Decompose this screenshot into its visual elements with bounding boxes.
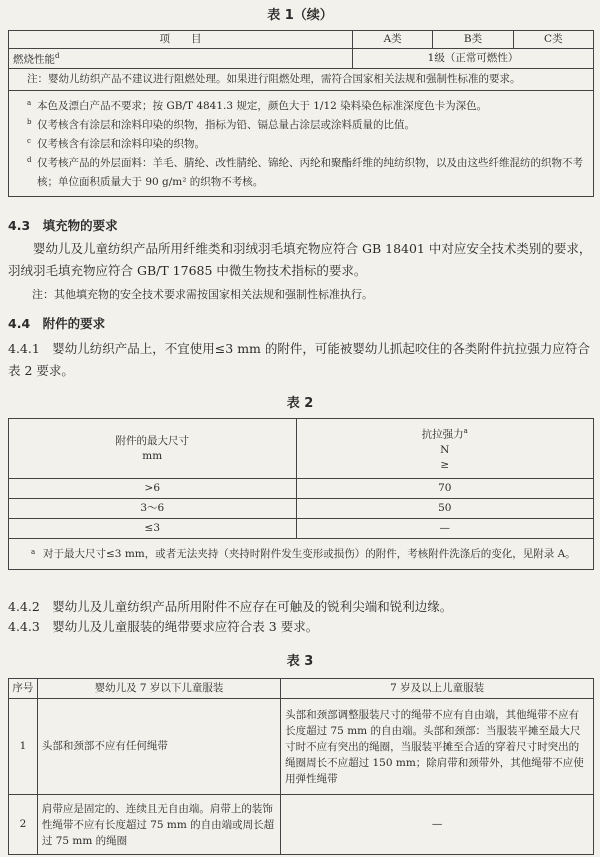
- table1-header-c: C类: [513, 31, 593, 49]
- table2: [8, 418, 594, 570]
- table1-note: 注：婴幼儿纺织产品不建议进行阻燃处理。如果进行阻燃处理，需符合国家相关法规和强制性标准的要求。: [9, 68, 594, 90]
- table1-header-a: A类: [352, 31, 432, 49]
- table3-row-old: —: [281, 795, 594, 855]
- table1: [8, 30, 594, 197]
- section-4-3-paragraph: 婴幼儿及儿童纺织产品所用纤维类和羽绒羽毛填充物应符合 GB 18401 中对应安全技术类别的要求，羽绒羽毛填充物应符合 GB/T 17685 中微生物技术指标的要求。: [8, 241, 592, 278]
- table1-footnotes: [9, 90, 594, 196]
- table3-row-young: 头部和颈部不应有任何绳带: [37, 699, 280, 795]
- table1-footnote-d: d 仅考核产品的外层面料：羊毛、腈纶、改性腈纶、锦纶、丙纶和聚酯纤维的纯纺织物，以及由这些纤维混纺的织物不考核；单位面积质量大于 90 g/m² 的织物不考核。: [27, 155, 583, 188]
- section-4-4-heading: 4.4 附件的要求: [8, 316, 106, 331]
- table1-row-value: 1级（正常可燃性）: [352, 49, 593, 69]
- table2-row-size: ≤3: [9, 519, 297, 539]
- table1-footnote-c: c 仅考核含有涂层和涂料印染的织物。: [27, 136, 205, 150]
- table3-title: 表 3: [286, 654, 314, 669]
- table3-header-no: 序号: [9, 679, 38, 699]
- table2-row-size: 3～6: [9, 499, 297, 519]
- table3-header-young: 婴幼儿及 7 岁以下儿童服装: [37, 679, 280, 699]
- table2-title: 表 2: [286, 396, 314, 411]
- table1-footnote-b: b 仅考核含有涂层和涂料印染的织物，指标为铅、镉总量占涂层或涂料质量的比值。: [27, 117, 415, 131]
- section-4-4-2: 4.4.2 婴幼儿及儿童纺织产品所用附件不应存在可触及的锐利尖端和锐利边缘。: [8, 599, 453, 614]
- table3-row-no: 2: [9, 795, 38, 855]
- section-4-3-note: 注：其他填充物的安全技术要求需按国家相关法规和强制性标准执行。: [32, 288, 373, 301]
- table1-header-b: B类: [433, 31, 513, 49]
- table2-footnote: a 对于最大尺寸≤3 mm，或者无法夹持（夹持时附件发生变形或损伤）的附件，考核附件洗涤后的变化，见附录 A。: [9, 539, 594, 570]
- section-4-3-heading: 4.3 填充物的要求: [8, 218, 118, 233]
- table1-row-label: 燃烧性能$^d$: [9, 49, 353, 69]
- table1-footnote-a: a 本色及漂白产品不要求；按 GB/T 4841.3 规定，颜色大于 1/12 染料染色标准深度色卡为深色。: [27, 98, 488, 112]
- table2-header-size: 附件的最大尺寸 mm: [9, 419, 297, 479]
- table3-header-old: 7 岁及以上儿童服装: [281, 679, 594, 699]
- table3-row-old: 头部和颈部调整服装尺寸的绳带不应有自由端，其他绳带不应有长度超过 75 mm 的自由端。头部和颈部：当服装平摊至最大尺寸时不应有突出的绳圈，当服装平摊至合适的穿着尺寸时突出的绳圈周长不应超过 150 mm；除肩带和颈带外，其他绳带不应使用弹性绳带: [281, 699, 594, 795]
- table2-row-force: 70: [296, 479, 593, 499]
- table1-header-item: 项 目: [9, 31, 353, 49]
- table3-row-no: 1: [9, 699, 38, 795]
- table3-row-young: 肩带应是固定的、连续且无自由端。肩带上的装饰性绳带不应有长度超过 75 mm 的自由端或周长超过 75 mm 的绳圈: [37, 795, 280, 855]
- table3: [8, 678, 594, 855]
- table2-row-force: 50: [296, 499, 593, 519]
- table2-header-force: 抗拉强力$^a$ N ≥: [296, 419, 593, 479]
- table2-row-force: —: [296, 519, 593, 539]
- section-4-4-3: 4.4.3 婴幼儿及儿童服装的绳带要求应符合表 3 要求。: [8, 619, 319, 634]
- section-4-4-1: 4.4.1 婴幼儿纺织产品上，不宜使用≤3 mm 的附件，可能被婴幼儿抓起咬住的各类附件抗拉强力应符合表 2 要求。: [8, 341, 590, 378]
- table1-title: 表 1（续）: [267, 8, 333, 23]
- table2-row-size: >6: [9, 479, 297, 499]
